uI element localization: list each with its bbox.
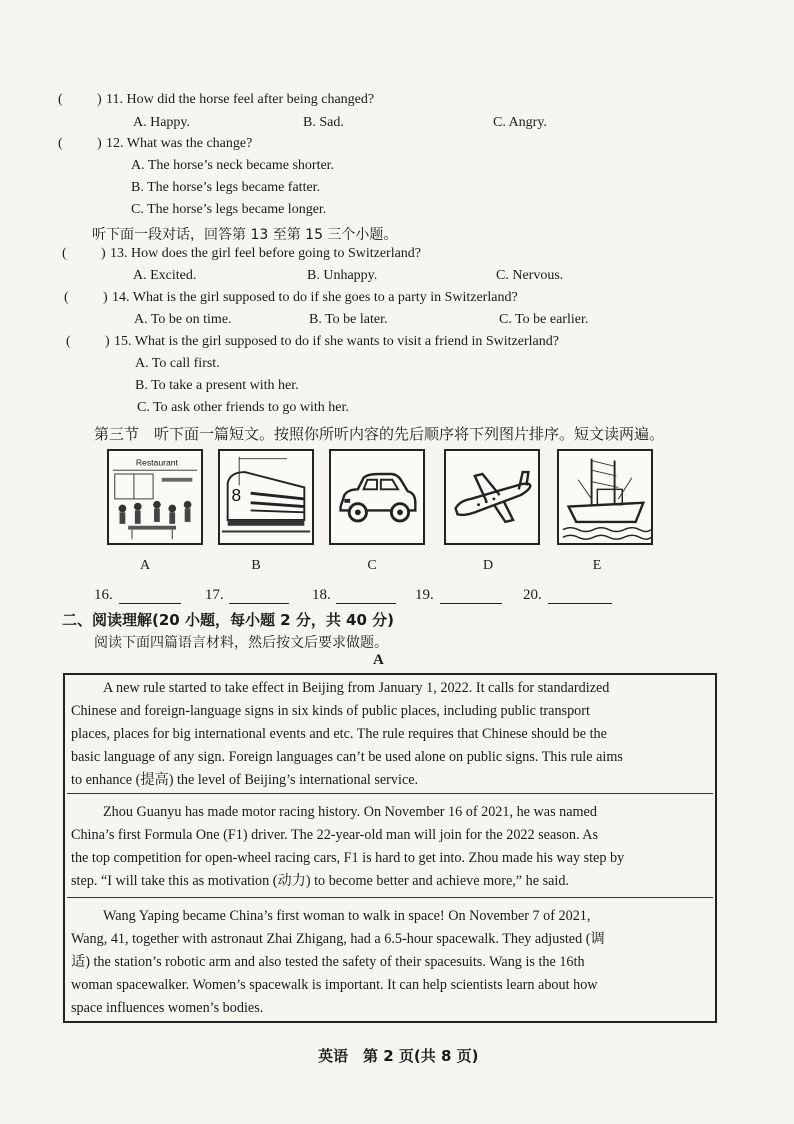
- answer-paren-close-13: ): [101, 246, 106, 261]
- answer-blank-16[interactable]: [119, 603, 181, 604]
- passage-2-line-1: Zhou Guanyu has made motor racing history. On November 16 of 2021, he was named: [103, 804, 597, 820]
- passage-3: [71, 905, 707, 1020]
- passage-3-line-2: Wang, 41, together with astronaut Zhai Zhigang, had a 6.5-hour spacewalk. They adjusted (调: [71, 931, 605, 947]
- blank-label-20: 20.: [523, 587, 542, 603]
- answer-paren-15: (: [66, 334, 71, 349]
- instruction-13-15: 听下面一段对话，回答第 13 至第 15 三个小题。: [92, 227, 398, 243]
- passage-3-line-4: woman spacewalker. Women’s spacewalk is important. It can help scientists learn about how: [71, 977, 598, 993]
- q13-option-b: B. Unhappy.: [307, 268, 378, 283]
- q13-option-c: C. Nervous.: [496, 268, 564, 283]
- answer-blank-17[interactable]: [229, 603, 289, 604]
- q12-option-a: A. The horse’s neck became shorter.: [131, 158, 335, 173]
- car-picture: [329, 449, 425, 545]
- q12-option-b: B. The horse’s legs became fatter.: [131, 180, 321, 195]
- blank-label-16: 16.: [94, 587, 113, 603]
- answer-paren-12: (: [58, 136, 63, 151]
- q15-option-c: C. To ask other friends to go with her.: [137, 400, 349, 415]
- q11-option-a: A. Happy.: [133, 115, 191, 130]
- q13-option-a: A. Excited.: [133, 268, 197, 283]
- picture-label-d: D: [482, 558, 494, 573]
- picture-label-e: E: [592, 558, 602, 573]
- passage-1-line-5: to enhance (提高) the level of Beijing’s international service.: [71, 772, 419, 788]
- q15-option-a: A. To call first.: [135, 356, 220, 371]
- q12-option-c: C. The horse’s legs became longer.: [131, 202, 327, 217]
- train-number: 8: [231, 484, 242, 505]
- part2-title: 二、阅读理解(20 小题，每小题 2 分，共 40 分): [62, 611, 395, 629]
- q15-option-b: B. To take a present with her.: [135, 378, 299, 393]
- restaurant-sign: Restaurant: [135, 457, 178, 468]
- passage-1-line-2: Chinese and foreign-language signs in six kinds of public places, including public transport: [71, 703, 590, 719]
- passage-2: [71, 801, 707, 893]
- ship-picture: [557, 449, 653, 545]
- q11-option-b: B. Sad.: [303, 115, 344, 130]
- passage-2-line-3: the top competition for open-wheel racing cars, F1 is hard to get into. Zhou made his way step by: [71, 850, 625, 866]
- passage-3-line-1: Wang Yaping became China’s first woman to walk in space! On November 7 of 2021,: [103, 908, 591, 924]
- page-footer: 英语 第 2 页(共 8 页): [318, 1047, 479, 1065]
- section3-title: 第三节 听下面一篇短文。按照你所听内容的先后顺序将下列图片排序。短文读两遍。: [94, 425, 665, 443]
- question-13: 13. How does the girl feel before going to Switzerland?: [110, 246, 422, 261]
- answer-blank-20[interactable]: [548, 603, 612, 604]
- q11-option-c: C. Angry.: [493, 115, 547, 130]
- train-picture: [218, 449, 314, 545]
- picture-label-c: C: [367, 558, 377, 573]
- answer-paren-13: (: [62, 246, 67, 261]
- passage-label-a: A: [373, 652, 384, 668]
- answer-blank-19[interactable]: [440, 603, 502, 604]
- q14-option-b: B. To be later.: [309, 312, 388, 327]
- passage-1: [71, 677, 707, 792]
- answer-paren-close-11: ): [97, 92, 102, 107]
- q14-option-a: A. To be on time.: [134, 312, 232, 327]
- answer-paren-11: (: [58, 92, 63, 107]
- blank-label-17: 17.: [205, 587, 224, 603]
- passage-divider-2: [67, 897, 713, 898]
- passage-a-box: [63, 673, 717, 1023]
- answer-paren-close-12: ): [97, 136, 102, 151]
- answer-paren-close-15: ): [105, 334, 110, 349]
- airplane-picture: [444, 449, 540, 545]
- question-14: 14. What is the girl supposed to do if she goes to a party in Switzerland?: [112, 290, 518, 305]
- question-15: 15. What is the girl supposed to do if she wants to visit a friend in Switzerland?: [114, 334, 559, 349]
- passage-1-line-1: A new rule started to take effect in Beijing from January 1, 2022. It calls for standardized: [103, 680, 610, 696]
- answer-paren-14: (: [64, 290, 69, 305]
- passage-1-line-4: basic language of any sign. Foreign languages can’t be used alone on public signs. This rule aims: [71, 749, 623, 765]
- picture-label-b: B: [251, 558, 261, 573]
- passage-1-line-3: places, places for big international events and etc. The rule requires that Chinese should be the: [71, 726, 607, 742]
- question-11: 11. How did the horse feel after being changed?: [106, 92, 375, 107]
- passage-3-line-3: 适) the station’s robotic arm and also tested the safety of their spacesuits. Wang is the 16th: [71, 954, 585, 970]
- passage-divider-1: [67, 793, 713, 794]
- picture-label-a: A: [139, 558, 151, 573]
- answer-paren-close-14: ): [103, 290, 108, 305]
- q14-option-c: C. To be earlier.: [499, 312, 589, 327]
- restaurant-picture: [107, 449, 203, 545]
- part2-instruction: 阅读下面四篇语言材料，然后按文后要求做题。: [94, 635, 388, 651]
- answer-blank-18[interactable]: [336, 603, 396, 604]
- blank-label-19: 19.: [415, 587, 434, 603]
- blank-label-18: 18.: [312, 587, 331, 603]
- passage-3-line-5: space influences women’s bodies.: [71, 1000, 264, 1016]
- question-12: 12. What was the change?: [106, 136, 253, 151]
- passage-2-line-4: step. “I will take this as motivation (动力) to become better and achieve more,” he said.: [71, 873, 569, 889]
- passage-2-line-2: China’s first Formula One (F1) driver. The 22-year-old man will join for the 2022 season. As: [71, 827, 599, 843]
